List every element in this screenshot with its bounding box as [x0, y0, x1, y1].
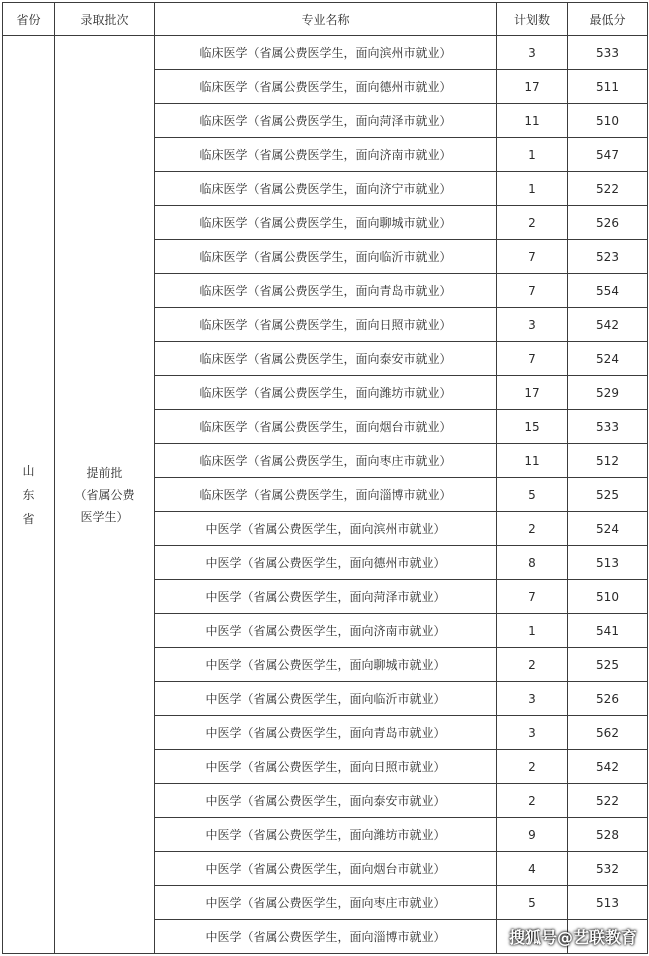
- min-score-cell: 522: [568, 784, 648, 818]
- min-score-cell: 513: [568, 886, 648, 920]
- min-score-cell: 526: [568, 206, 648, 240]
- major-cell: 中医学（省属公费医学生，面向潍坊市就业）: [155, 818, 497, 852]
- header-major: 专业名称: [155, 3, 497, 36]
- watermark-logo: 搜狐号@艺联教育: [508, 928, 637, 947]
- major-cell: 中医学（省属公费医学生，面向菏泽市就业）: [155, 580, 497, 614]
- min-score-cell: 525: [568, 478, 648, 512]
- plan-cell: 15: [497, 410, 568, 444]
- header-province: 省份: [3, 3, 55, 36]
- major-cell: 临床医学（省属公费医学生，面向日照市就业）: [155, 308, 497, 342]
- plan-cell: 9: [497, 818, 568, 852]
- major-cell: 临床医学（省属公费医学生，面向聊城市就业）: [155, 206, 497, 240]
- major-cell: 临床医学（省属公费医学生，面向淄博市就业）: [155, 478, 497, 512]
- plan-cell: 2: [497, 206, 568, 240]
- major-cell: 中医学（省属公费医学生，面向聊城市就业）: [155, 648, 497, 682]
- major-cell: 中医学（省属公费医学生，面向泰安市就业）: [155, 784, 497, 818]
- province-char: 东: [22, 487, 35, 502]
- major-cell: 临床医学（省属公费医学生，面向泰安市就业）: [155, 342, 497, 376]
- min-score-cell: 524: [568, 342, 648, 376]
- plan-cell: 3: [497, 682, 568, 716]
- major-cell: 中医学（省属公费医学生，面向滨州市就业）: [155, 512, 497, 546]
- min-score-cell: 547: [568, 138, 648, 172]
- min-score-cell: 529: [568, 376, 648, 410]
- major-cell: 临床医学（省属公费医学生，面向滨州市就业）: [155, 36, 497, 70]
- plan-cell: 7: [497, 274, 568, 308]
- plan-cell: 2: [497, 750, 568, 784]
- min-score-cell: 541: [568, 614, 648, 648]
- province-char: 山: [22, 463, 35, 478]
- major-cell: 中医学（省属公费医学生，面向淄博市就业）: [155, 920, 497, 954]
- min-score-cell: 554: [568, 274, 648, 308]
- min-score-cell: 526: [568, 682, 648, 716]
- major-cell: 临床医学（省属公费医学生，面向潍坊市就业）: [155, 376, 497, 410]
- header-min-score: 最低分: [568, 3, 648, 36]
- min-score-cell: 512: [568, 444, 648, 478]
- plan-cell: 3: [497, 36, 568, 70]
- major-cell: 临床医学（省属公费医学生，面向济南市就业）: [155, 138, 497, 172]
- plan-cell: 1: [497, 172, 568, 206]
- plan-cell: 1: [497, 138, 568, 172]
- province-char: 省: [22, 511, 35, 526]
- plan-cell: 2: [497, 648, 568, 682]
- plan-cell: 11: [497, 444, 568, 478]
- plan-cell: 3: [497, 716, 568, 750]
- plan-cell: 3: [497, 308, 568, 342]
- major-cell: 临床医学（省属公费医学生，面向青岛市就业）: [155, 274, 497, 308]
- major-cell: 临床医学（省属公费医学生，面向临沂市就业）: [155, 240, 497, 274]
- min-score-cell: 522: [568, 172, 648, 206]
- batch-line: （省属公费: [74, 487, 135, 502]
- major-cell: 临床医学（省属公费医学生，面向菏泽市就业）: [155, 104, 497, 138]
- batch-cell: [55, 36, 155, 954]
- plan-cell: 17: [497, 376, 568, 410]
- major-cell: 中医学（省属公费医学生，面向德州市就业）: [155, 546, 497, 580]
- header-batch: 录取批次: [55, 3, 155, 36]
- plan-cell: 7: [497, 240, 568, 274]
- plan-cell: 8: [497, 546, 568, 580]
- min-score-cell: 524: [568, 512, 648, 546]
- major-cell: 中医学（省属公费医学生，面向烟台市就业）: [155, 852, 497, 886]
- header-plan: 计划数: [497, 3, 568, 36]
- table-row: [3, 36, 648, 70]
- min-score-cell: 533: [568, 410, 648, 444]
- plan-cell: 5: [497, 478, 568, 512]
- min-score-cell: 523: [568, 240, 648, 274]
- major-cell: 中医学（省属公费医学生，面向济南市就业）: [155, 614, 497, 648]
- admission-table: [2, 2, 648, 954]
- min-score-cell: 528: [568, 818, 648, 852]
- major-cell: 临床医学（省属公费医学生，面向烟台市就业）: [155, 410, 497, 444]
- header-row: [3, 3, 648, 36]
- plan-cell: 17: [497, 70, 568, 104]
- plan-cell: 2: [497, 512, 568, 546]
- min-score-cell: 542: [568, 308, 648, 342]
- plan-cell: 11: [497, 104, 568, 138]
- plan-cell: 5: [497, 886, 568, 920]
- min-score-cell: 532: [568, 852, 648, 886]
- plan-cell: 4: [497, 852, 568, 886]
- min-score-cell: 510: [568, 580, 648, 614]
- plan-cell: 2: [497, 784, 568, 818]
- min-score-cell: 513: [568, 546, 648, 580]
- min-score-cell: 511: [568, 70, 648, 104]
- major-cell: 临床医学（省属公费医学生，面向济宁市就业）: [155, 172, 497, 206]
- province-cell: [3, 36, 55, 954]
- plan-cell: 7: [497, 342, 568, 376]
- plan-cell: 1: [497, 614, 568, 648]
- major-cell: 中医学（省属公费医学生，面向临沂市就业）: [155, 682, 497, 716]
- min-score-cell: 533: [568, 36, 648, 70]
- min-score-cell: 510: [568, 104, 648, 138]
- min-score-cell: 525: [568, 648, 648, 682]
- major-cell: 中医学（省属公费医学生，面向日照市就业）: [155, 750, 497, 784]
- min-score-cell: 542: [568, 750, 648, 784]
- major-cell: 临床医学（省属公费医学生，面向德州市就业）: [155, 70, 497, 104]
- min-score-cell: 562: [568, 716, 648, 750]
- batch-line: 医学生）: [80, 509, 129, 524]
- plan-cell: 7: [497, 580, 568, 614]
- major-cell: 临床医学（省属公费医学生，面向枣庄市就业）: [155, 444, 497, 478]
- major-cell: 中医学（省属公费医学生，面向枣庄市就业）: [155, 886, 497, 920]
- batch-line: 提前批: [86, 465, 123, 480]
- major-cell: 中医学（省属公费医学生，面向青岛市就业）: [155, 716, 497, 750]
